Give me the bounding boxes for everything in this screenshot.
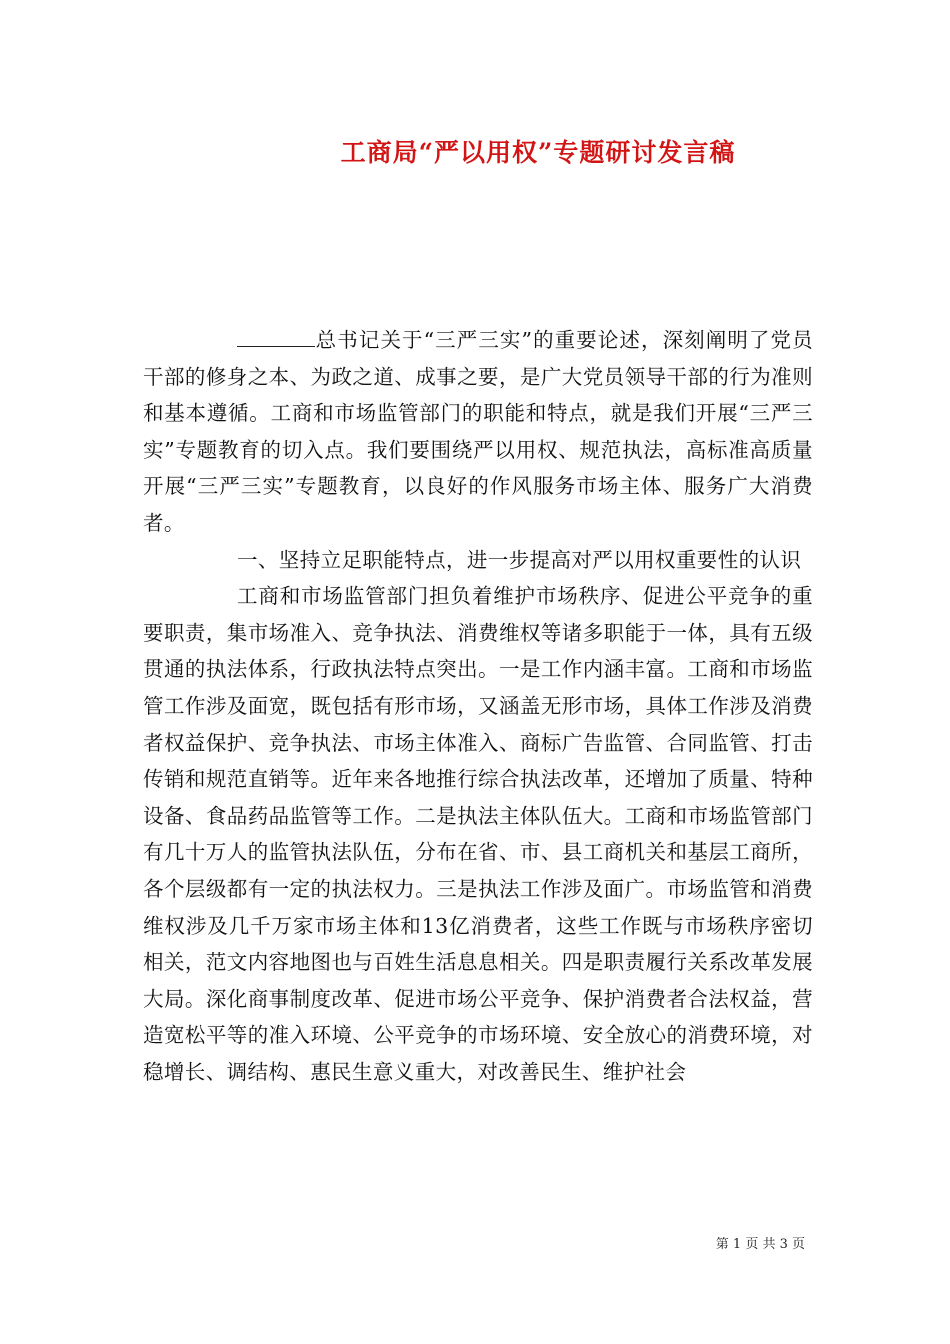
document-title: 工商局“严以用权”专题研讨发言稿	[340, 138, 736, 167]
section-heading-1: 一、坚持立足职能特点，进一步提高对严以用权重要性的认识	[237, 547, 802, 572]
name-blank-underline	[237, 328, 315, 347]
page-footer: 第 1 页 共 3 页	[715, 1237, 805, 1252]
document-body	[143, 322, 813, 1090]
paragraph-intro-text: 总书记关于“三严三实”的重要论述，深刻阐明了党员干部的修身之本、为政之道、成事之要，是广大党员领导干部的行为准则和基本遵循。工商和市场监管部门的职能和特点，就是我们开展“三严三实”专题教育的切入点。我们要围绕严以用权、规范执法，高标准高质量开展“三严三实”专题教育，以良好的作风服务市场主体、服务广大消费者。	[143, 328, 813, 535]
paragraph-intro	[143, 322, 813, 542]
paragraph-body-1: 工商和市场监管部门担负着维护市场秩序、促进公平竞争的重要职责，集市场准入、竞争执法、消费维权等诸多职能于一体，具有五级贯通的执法体系，行政执法特点突出。一是工作内涵丰富。工商和市场监管工作涉及面宽，既包括有形市场，又涵盖无形市场，具体工作涉及消费者权益保护、竞争执法、市场主体准入、商标广告监管、合同监管、打击传销和规范直销等。近年来各地推行综合执法改革，还增加了质量、特种设备、食品药品监管等工作。二是执法主体队伍大。工商和市场监管部门有几十万人的监管执法队伍，分布在省、市、县工商机关和基层工商所，各个层级都有一定的执法权力。三是执法工作涉及面广。市场监管和消费维权涉及几千万家市场主体和13亿消费者，这些工作既与市场秩序密切相关，范文内容地图也与百姓生活息息相关。四是职责履行关系改革发展大局。深化商事制度改革、促进市场公平竞争、保护消费者合法权益，营造宽松平等的准入环境、公平竞争的市场环境、安全放心的消费环境，对稳增长、调结构、惠民生意义重大，对改善民生、维护社会	[143, 584, 813, 1084]
